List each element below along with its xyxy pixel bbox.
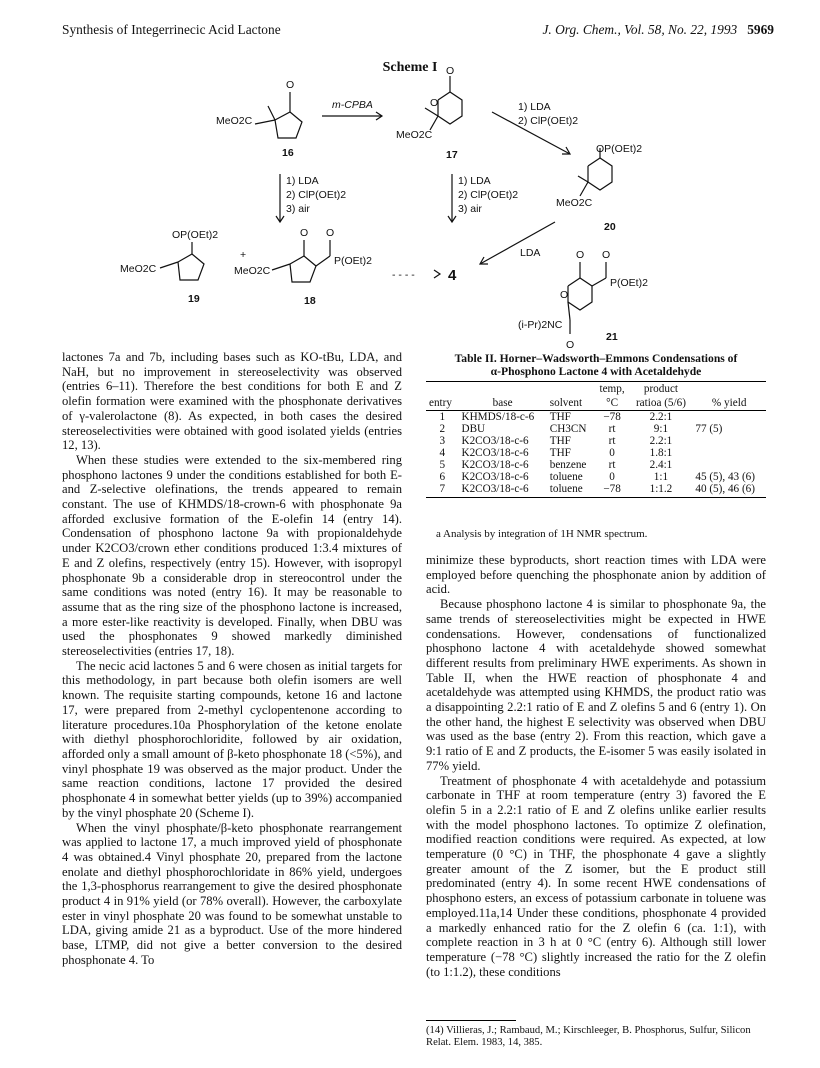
th-entry: entry [426, 396, 459, 411]
table-row: 3 K2CO3/18-c-6 THF rt 2.2:1 [439, 435, 673, 447]
paragraph-r1: minimize these byproducts, short reaction times with LDA were employed before quenching the phosphonate anion by addition of acid. [426, 553, 766, 597]
o-21d: O [566, 339, 575, 351]
ring-18 [290, 256, 316, 282]
paragraph-l1: lactones 7a and 7b, including bases such as KO-tBu, LDA, and NaH, but no improvement in stereoselectivity was observed (entries 6–11). Therefore the best conditions for both E and Z olefin formation were examined with the phosphonate derivatives of γ-valerolactone (8). As expected, in both cases the desired stereoselectivities were obtained with good isolated yields (entries 12, 13). [62, 350, 402, 453]
table-ii [426, 381, 766, 498]
table-row: 7 K2CO3/18-c-6 toluene −78 1:1.2 40 (5), 46 (6) [426, 483, 766, 498]
paragraph-r3: Treatment of phosphonate 4 with acetaldehyde and potassium carbonate in THF at room temperature (entry 3) favored the E olefin 5 in a 2.2:1 ratio of E and Z olefins unlike earlier results with the model phosphono lactones. To optimize Z olefination, modified reaction conditions were required. As expected, at low temperature (0 °C) in THF, the phosphonate 4 gave a slightly greater amount of the Z isomer, but the E product still predominated (entry 4). In some recent HWE condensations of phosphono esters, an excess of potassium carbonate in toluene was employed.11a,14 Under these conditions, phosphonate 4 provided a markedly enhanced ratio for the Z olefin 6 (ca. 1:1), with complete reaction in 3 h at 0 °C (entry 6). Although still lower temperature (−78 °C) slightly increased the ratio for the Z olefin (to 1:1.2), these conditions [426, 773, 766, 979]
opoet-19: OP(OEt)2 [172, 229, 219, 241]
mcpba-label: m-CPBA [332, 99, 373, 111]
ring-20 [588, 158, 612, 190]
meo2c-18: MeO2C [234, 265, 271, 277]
table-title [426, 352, 766, 378]
label-4: 4 [448, 267, 457, 284]
table-row: 5 K2CO3/18-c-6 benzene rt 2.4:1 [439, 459, 673, 471]
label-19: 19 [188, 293, 200, 305]
ring-17 [438, 92, 462, 124]
air-a: 3) air [286, 203, 310, 215]
poet-18: P(OEt)2 [334, 255, 372, 267]
ipr2nc-21: (i-Pr)2NC [518, 319, 563, 331]
th-ratio: ratioa (5/6) [630, 396, 693, 411]
o-17b: O [430, 97, 439, 109]
table-title-line2: α-Phosphono Lactone 4 with Acetaldehyde [490, 365, 702, 378]
label-18: 18 [304, 295, 316, 307]
paragraph-l4: When the vinyl phosphate/β-keto phosphonate rearrangement was applied to lactone 17, a much improved yield of phosphonate 4 was obtained.4 Vinyl phosphate 20, prepared from the lactone enolate and diethyl phosphorochloridate in 86% yield, undergoes the 1,3-phosphorus rearrangement to give the desired phosphonate product 4 in 91% yield (or 78% overall). However, the carboxylate ester in vinyl phosphate 20 was found to be somewhat unstable to LDA, giving amide 21 as a byproduct. Use of the more hindered base, LTMP, did not give a better conversion to the desired phosphonate 4. To [62, 820, 402, 967]
lda-a: 1) LDA [286, 175, 319, 187]
poet-21: P(OEt)2 [610, 277, 648, 289]
lda-c: 1) LDA [518, 101, 551, 113]
header-journal [542, 22, 774, 38]
footnote-14: (14) Villieras, J.; Rambaud, M.; Kirschleeger, B. Phosphorus, Sulfur, Silicon Relat. Elem. 1983, 14, 385. [426, 1025, 751, 1048]
dashed-arrow: - - - - [392, 269, 415, 281]
ring-16 [275, 112, 302, 138]
paragraph-l2: When these studies were extended to the six-membered ring phosphono lactones 9 under the conditions established for both E- and Z-selective olefinations, the trends appeared to remain constant. The use of KHMDS/18-crown-6 with phosphonate 9a afforded exclusive formation of the E-olefin 14 (entry 14). Condensation of phosphono lactone 9a with propionaldehyde under K2CO3/crown ether conditions produced 1:3.4 mixtures of E and Z olefins, respectively (entry 15). However, with isopropyl phosphonate 9b a considerable drop in stereocontrol under the same conditions was noted (entry 16). It may be reasonable to assume that as the ring size of the phosphono lactone is increased, a more ester-like reactivity is developed. Finally, when DBU was used the phosphonates 9 showed markedly diminished stereoselectivities (entries 17, 18). [62, 452, 402, 659]
meo2c-20: MeO2C [556, 197, 593, 209]
clp-b: 2) ClP(OEt)2 [458, 189, 519, 201]
arrow-lda [480, 222, 555, 264]
th-temp: temp, [595, 382, 630, 397]
lda-b: 1) LDA [458, 175, 491, 187]
o-18b: O [326, 227, 335, 239]
table-footnote: a Analysis by integration of 1H NMR spectrum. [436, 528, 648, 540]
table-row: 4 K2CO3/18-c-6 THF 0 1.8:1 [439, 447, 673, 459]
meo2c-19: MeO2C [120, 263, 157, 275]
ring-19 [178, 254, 204, 280]
table-title-line1: Table II. Horner–Wadsworth–Emmons Condensations of [454, 352, 738, 365]
o-21c: O [560, 289, 569, 301]
label-17: 17 [446, 149, 458, 161]
o-17a: O [446, 65, 455, 77]
paragraph-r2: Because phosphono lactone 4 is similar to phosphonate 9a, the same trends of stereoselectivities might be expected in HWE condensations. However, condensations of functionalized phosphono lactone 4 with acetaldehyde showed somewhat different results from preliminary HWE experiments. As shown in Table II, when the HWE reaction of phosphonate 4 and acetaldehyde was attempted using KHMDS, the product ratio was a disappointing 2.2:1 ratio of E and Z olefins 5 and 6 (entry 1). On the other hand, the highest E selectivity was observed when DBU was used as the base (entry 2). From this reaction, which gave a 9:1 ratio of E and Z products, the E-isomer 5 was easily isolated in 77% yield. [426, 597, 766, 773]
th-solvent: solvent [547, 396, 595, 411]
o-16: O [286, 79, 295, 91]
footnote-rule [426, 1020, 516, 1021]
table-row: 6 K2CO3/18-c-6 toluene 0 1:1 45 (5), 43 (6) [439, 471, 755, 483]
th-yield: % yield [692, 396, 766, 411]
header-title: Synthesis of Integerrinecic Acid Lactone [62, 22, 281, 37]
air-b: 3) air [458, 203, 482, 215]
left-column [62, 350, 402, 968]
o-21b: O [602, 249, 611, 261]
th-product: product [630, 382, 693, 397]
opoet-20: OP(OEt)2 [596, 143, 643, 155]
clp-c: 2) ClP(OEt)2 [518, 115, 579, 127]
o-18a: O [300, 227, 309, 239]
meo2c-16: MeO2C [216, 115, 253, 127]
paragraph-l3: The necic acid lactones 5 and 6 were chosen as initial targets for this methodology, in part because both olefin isomers are well known. The requisite starting compounds, ketone 16 and lactone 17, were prepared from 2-methyl cyclopentenone according to literature procedures.10a Phosphorylation of the ketone enolate with diethyl phosphorochloridite, followed by air oxidation, afforded only a small amount of β-keto phosphonate 18 (<5%), and vinyl phosphate 19 was observed as the major product. Under the same reaction conditions, lactone 17 provided the desired phosphonate 4 in somewhat better yields (up to 39%) accompanied by the vinyl phosphate 20 (Scheme I). [62, 658, 402, 820]
lda-d: LDA [520, 247, 541, 259]
table-row: 1 KHMDS/18-c-6 THF −78 2.2:1 [439, 411, 673, 423]
right-column [426, 553, 766, 979]
page-number: 5969 [747, 22, 774, 37]
meo2c-17: MeO2C [396, 129, 433, 141]
plus-sign: + [240, 249, 247, 261]
th-temp-unit: °C [595, 396, 630, 411]
scheme-title: Scheme I [382, 60, 438, 75]
running-header [62, 22, 774, 42]
table-row: 2 DBU CH3CN rt 9:1 77 (5) [439, 423, 723, 435]
ring-21 [568, 278, 592, 310]
th-base: base [459, 396, 547, 411]
journal-citation: J. Org. Chem., Vol. 58, No. 22, 1993 [542, 22, 738, 37]
o-21a: O [576, 249, 585, 261]
label-20: 20 [604, 221, 616, 233]
label-16: 16 [282, 147, 294, 159]
clp-a: 2) ClP(OEt)2 [286, 189, 347, 201]
label-21: 21 [606, 331, 618, 343]
